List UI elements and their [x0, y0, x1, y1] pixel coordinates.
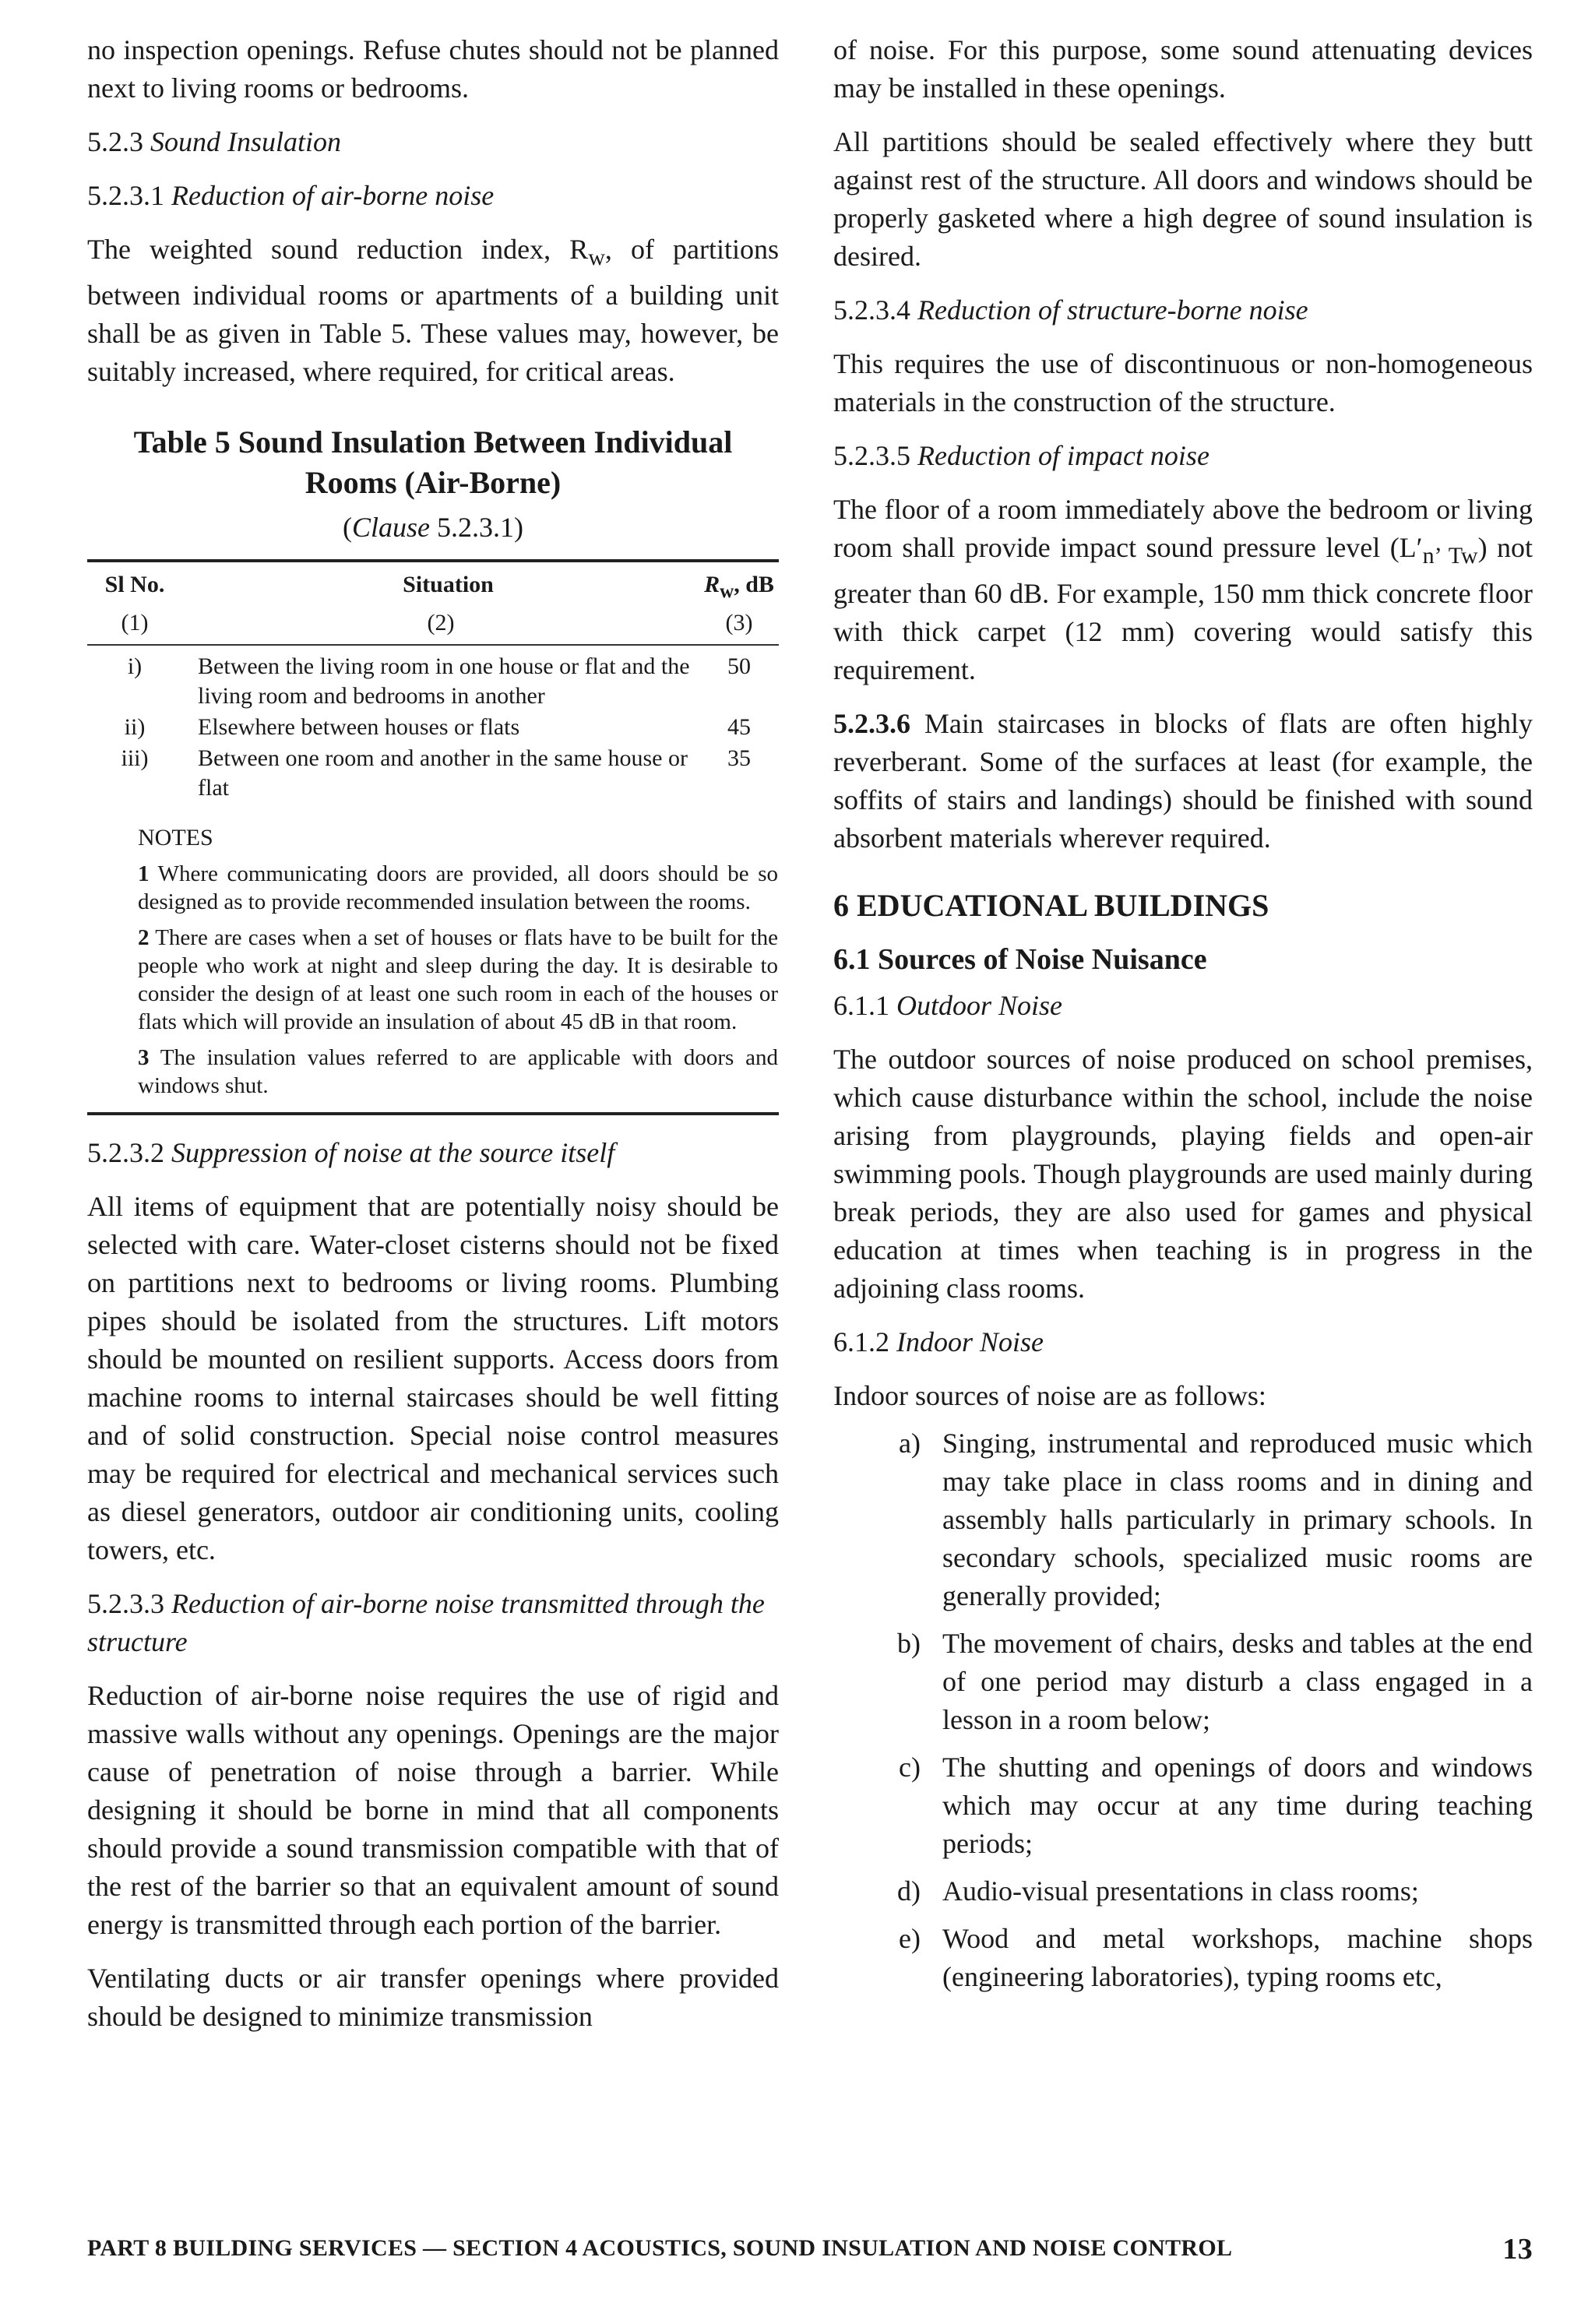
- page-number: 13: [1502, 2233, 1533, 2266]
- paragraph: no inspection openings. Refuse chutes should not be planned next to living rooms or bedrooms.: [87, 34, 779, 104]
- note: 1 Where communicating doors are provided, all doors should be so designed as to provide recommended insulation between the rooms.: [138, 861, 779, 915]
- table-clause: (Clause 5.2.3.1): [342, 512, 523, 544]
- sound-insulation-table: [87, 559, 779, 804]
- table-header-rw: $R_w$, dB: [699, 561, 779, 607]
- table-notes: [138, 824, 778, 1100]
- subsection-heading-6-1: 6.1 Sources of Noise Nuisance: [833, 943, 1207, 977]
- note: 2 There are cases when a set of houses or flats have to be built for the people who work at night and sleep during the day. It is desirable to consider the design of at least one such room in each of the houses or flats which will provide an insulation of about 45 dB in that room.: [138, 925, 779, 1035]
- indoor-noise-list: [833, 1424, 1533, 1996]
- heading-5-2-3-1: 5.2.3.1 Reduction of air-borne noise: [87, 180, 495, 211]
- table-bottom-rule: [87, 1112, 779, 1115]
- page-footer: [87, 2233, 1533, 2266]
- table-header-situation: Situation: [182, 561, 699, 607]
- paragraph-staircases: 5.2.3.6 Main staircases in blocks of flats are often highly reverberant. Some of the surfaces at least (for example, the soffits of stairs and landings) should be finished with sound absorbent materials wherever required.: [833, 708, 1533, 854]
- table-header-sl-no: Sl No.: [87, 561, 182, 607]
- section-heading-6: 6 EDUCATIONAL BUILDINGS: [833, 888, 1269, 924]
- paragraph: Reduction of air-borne noise requires the use of rigid and massive walls without any openings. Openings are the major cause of penetration of noise through a barrier. While designing it should be borne in mind that all components should provide a sound transmission compatible with that of the rest of the barrier so that an equivalent amount of sound energy is transmitted through each portion of the barrier.: [87, 1680, 779, 1941]
- paragraph: All items of equipment that are potentially noisy should be selected with care. Water-closet cisterns should not be fixed on partitions next to bedrooms or living rooms. Plumbing pipes should be isolated from the structures. Lift motors should be mounted on resilient supports. Access doors from machine rooms to internal staircases should be well fitting and of solid construction. Special noise control measures may be required for electrical and mechanical services such as diesel generators, outdoor air conditioning units, cooling towers, etc.: [87, 1191, 779, 1566]
- paragraph: The outdoor sources of noise produced on school premises, which cause disturbance within the school, include the noise arising from playgrounds, playing fields and open-air swimming pools. Though playgrounds are used mainly during break periods, they are also used for games and physical education at times when teaching is in progress in the adjoining class rooms.: [833, 1044, 1533, 1305]
- paragraph: of noise. For this purpose, some sound attenuating devices may be installed in these openings.: [833, 34, 1533, 104]
- list-item: e) Wood and metal workshops, machine shops (engineering laboratories), typing rooms etc,: [899, 1923, 1533, 1993]
- list-item: c) The shutting and openings of doors and windows which may occur at any time during teaching periods;: [899, 1752, 1533, 1860]
- list-item: a) Singing, instrumental and reproduced music which may take place in class rooms and in dining and assembly halls particularly in primary schools. In secondary schools, specialized music rooms are generally provided;: [899, 1428, 1533, 1612]
- heading-5-2-3: 5.2.3 Sound Insulation: [87, 126, 342, 157]
- table-row: iii) Between one room and another in the same house or flat 35: [121, 745, 751, 801]
- table-row: i) Between the living room in one house or flat and the living room and bedrooms in another 50: [127, 653, 751, 710]
- heading-6-1-2: 6.1.2 Indoor Noise: [833, 1326, 1044, 1358]
- right-column: [833, 31, 1533, 1996]
- paragraph-sound-reduction-index: The weighted sound reduction index, $R_w$, of partitions between individual rooms or apartments of a building unit shall be as given in Table 5. These values may, however, be suitably increased, where required, for critical areas.: [87, 234, 779, 388]
- paragraph: This requires the use of discontinuous or non-homogeneous materials in the construction of the structure.: [833, 348, 1533, 417]
- note: 3 The insulation values referred to are applicable with doors and windows shut.: [138, 1045, 778, 1099]
- heading-5-2-3-2: 5.2.3.2 Suppression of noise at the source itself: [87, 1137, 615, 1169]
- paragraph: All partitions should be sealed effectively where they butt against rest of the structure. All doors and windows should be properly gasketed where a high degree of sound insulation is desired.: [833, 126, 1533, 272]
- paragraph-impact-noise: The floor of a room immediately above the bedroom or living room shall provide impact sound pressure level $(L'_{n’ Tw})$ not greater than 60 dB. For example, 150 mm thick concrete floor with thick carpet (12 mm) covering would satisfy this requirement.: [833, 494, 1533, 686]
- heading-5-2-3-3: 5.2.3.3 Reduction of air-borne noise transmitted through the structure: [87, 1588, 765, 1658]
- notes-heading: NOTES: [138, 825, 213, 851]
- heading-6-1-1: 6.1.1 Outdoor Noise: [833, 990, 1063, 1022]
- table-row: ii) Elsewhere between houses or flats 45: [124, 714, 751, 741]
- heading-5-2-3-4: 5.2.3.4 Reduction of structure-borne noise: [833, 294, 1308, 326]
- list-item: d) Audio-visual presentations in class rooms;: [897, 1875, 1419, 1907]
- table-colnum: (3): [699, 607, 779, 645]
- paragraph: Indoor sources of noise are as follows:: [833, 1380, 1266, 1412]
- list-item: b) The movement of chairs, desks and tables at the end of one period may disturb a class engaged in a lesson in a room below;: [897, 1628, 1533, 1736]
- footer-text: PART 8 BUILDING SERVICES — SECTION 4 ACOUSTICS, SOUND INSULATION AND NOISE CONTROL: [87, 2235, 1233, 2261]
- table-colnum: (2): [182, 607, 699, 645]
- paragraph: Ventilating ducts or air transfer openings where provided should be designed to minimize transmission: [87, 1963, 779, 2033]
- table-colnum: (1): [87, 607, 182, 645]
- heading-5-2-3-5: 5.2.3.5 Reduction of impact noise: [833, 440, 1209, 471]
- left-column: [87, 31, 779, 2036]
- table-title: Table 5 Sound Insulation Between Individual Rooms (Air-Borne): [133, 424, 733, 501]
